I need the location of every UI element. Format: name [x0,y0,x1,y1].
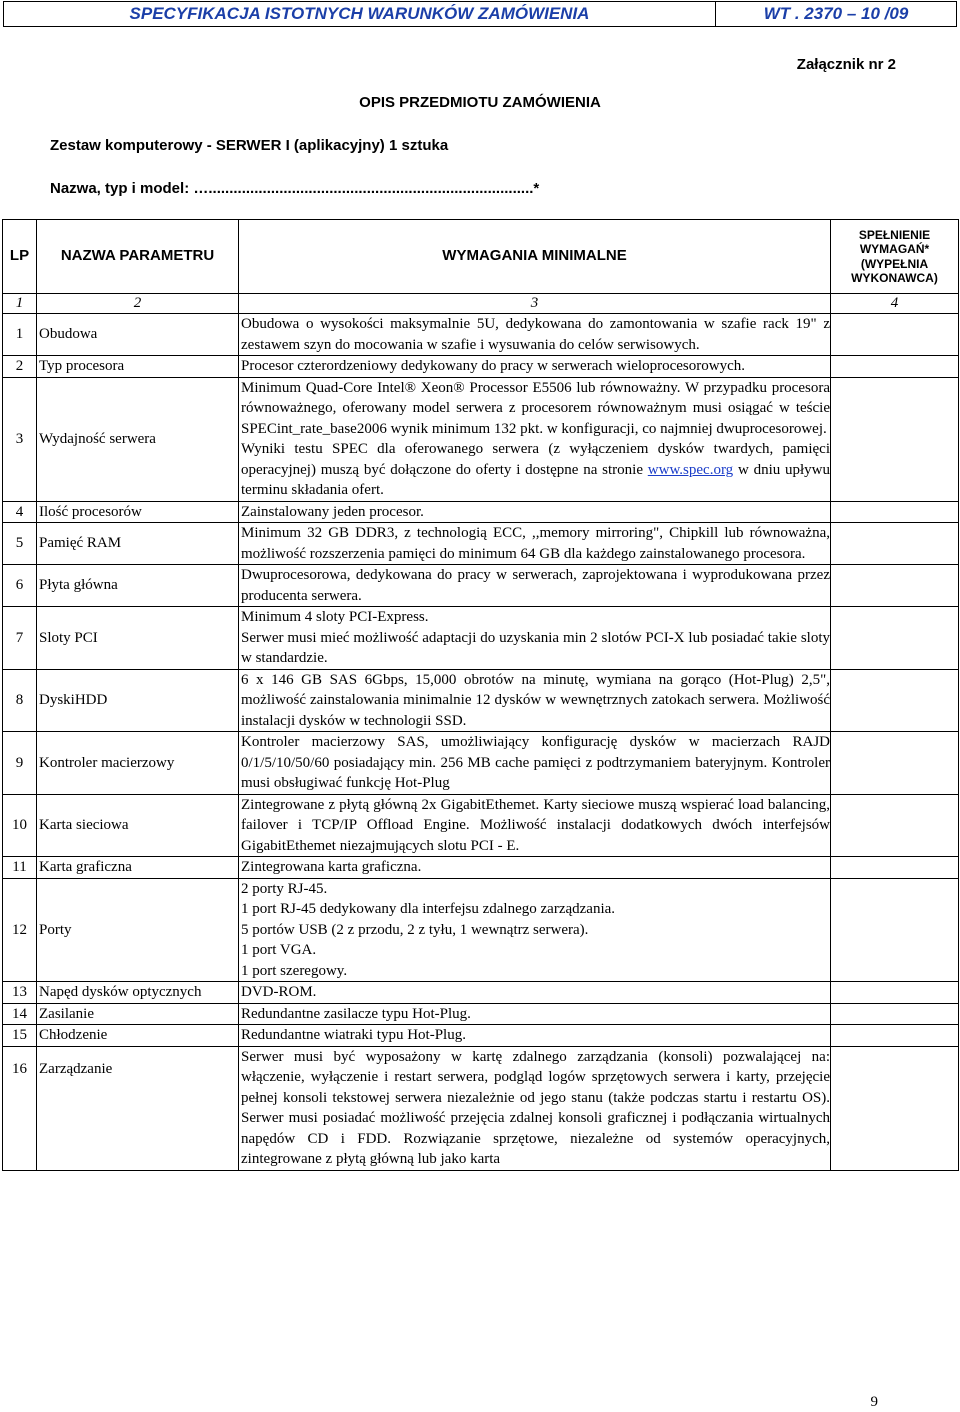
column-number-row [3,294,959,314]
fulfilment-cell [831,607,959,670]
table-header-row [3,220,959,294]
fulfilment-cell [831,1046,959,1170]
requirement-text: Zintegrowana karta graficzna. [239,857,831,879]
port-line: 2 porty RJ-45. [241,880,328,897]
parameter-name: Obudowa [37,314,239,356]
header-requirements: WYMAGANIA MINIMALNE [239,220,831,294]
table-row [3,1046,959,1170]
row-number: 14 [3,1003,37,1025]
column-number: 1 [3,294,37,314]
parameter-name: Wydajność serwera [37,377,239,501]
header-lp: LP [3,220,37,294]
page-title: OPIS PRZEDMIOTU ZAMÓWIENIA [359,94,601,111]
row-number: 2 [3,356,37,378]
requirement-text: Redundantne zasilacze typu Hot-Plug. [239,1003,831,1025]
requirement-text: DVD-ROM. [239,982,831,1004]
requirement-text: Serwer musi być wyposażony w kartę zdalnego zarządzania (konsoli) pozwalającej na: włączenie, wyłączenie i restart serwera, podgląd logów sprzętowych serwera i karty, przejęcie pełnej konsoli tekstowej serwera niezależnie od jego stanu (także podczas startu i restartu OS). Serwer musi posiadać możliwość przejęcia zdalnej konsoli graficznej i podłączania wirtualnych napędów CD i FDD. Rozwiązanie sprzętowe, niezależne od systemów operacyjnych, zintegrowane z płytą główną lub jako karta [239,1046,831,1170]
column-number: 4 [831,294,959,314]
row-number: 15 [3,1025,37,1047]
fulfilment-cell [831,1025,959,1047]
parameter-name: Sloty PCI [37,607,239,670]
parameter-name: Chłodzenie [37,1025,239,1047]
requirement-text: Minimum 32 GB DDR3, z technologią ECC, ,,memory mirroring", Chipkill lub równoważna, możliwość rozszerzenia pamięci do minimum 64 GB dla każdego zainstalowanego procesora. [239,523,831,565]
table-row [3,565,959,607]
fulfilment-cell [831,857,959,879]
requirement-paragraph: Minimum Quad-Core Intel® Xeon® Processor E5506 lub równoważny. W przypadku procesora równoważnego, oferowany model serwera z procesorem równoważnym musi osiągać w teście SPECint_rate_base2006 wynik minimum 132 pkt. w konfiguracji, co najmniej dwuprocesorowej. [241,379,830,437]
row-number: 9 [3,732,37,795]
requirements-table [2,219,959,1171]
requirement-text: Obudowa o wysokości maksymalnie 5U, dedykowana do zamontowania w szafie rack 19" z zestawem szyn do mocowania w szafie i wysuwania do celów serwisowych. [239,314,831,356]
attachment-label: Załącznik nr 2 [796,56,896,73]
fulfilment-cell [831,356,959,378]
row-number: 3 [3,377,37,501]
fulfilment-cell [831,377,959,501]
row-number: 11 [3,857,37,879]
table-row [3,314,959,356]
row-number: 6 [3,565,37,607]
parameter-name: Karta sieciowa [37,794,239,857]
page-number: 9 [870,1394,878,1410]
fulfilment-cell [831,669,959,732]
row-number: 10 [3,794,37,857]
table-row [3,982,959,1004]
parameter-name: Ilość procesorów [37,501,239,523]
parameter-name: Karta graficzna [37,857,239,879]
table-row [3,857,959,879]
row-number: 16 [3,1046,37,1170]
requirement-text: Procesor czterordzeniowy dedykowany do pracy w serwerach wieloprocesorowych. [239,356,831,378]
table-row [3,669,959,732]
table-row [3,1025,959,1047]
table-row [3,377,959,501]
requirement-paragraph: Minimum 4 sloty PCI-Express. [241,609,429,625]
header-fulfilment: SPEŁNIENIE WYMAGAŃ* (WYPEŁNIA WYKONAWCA) [831,220,959,294]
row-number: 12 [3,878,37,982]
table-row [3,732,959,795]
spec-link[interactable]: www.spec.org [647,461,734,478]
header-reference: WT . 2370 – 10 /09 [763,4,909,23]
set-title: Zestaw komputerowy - SERWER I (aplikacyjny) 1 sztuka [50,137,449,154]
fulfilment-cell [831,565,959,607]
parameter-name: Zarządzanie [37,1046,239,1170]
fulfilment-cell [831,794,959,857]
fulfilment-cell [831,523,959,565]
row-number: 1 [3,314,37,356]
parameter-name: Kontroler macierzowy [37,732,239,795]
parameter-name: Płyta główna [37,565,239,607]
requirement-text: Redundantne wiatraki typu Hot-Plug. [239,1025,831,1047]
table-row [3,794,959,857]
requirement-text [239,607,831,670]
table-row [3,356,959,378]
parameter-name: Pamięć RAM [37,523,239,565]
requirement-text-part: w dniu upływu terminu składania ofert. [241,461,831,498]
model-line: Nazwa, typ i model: …..............................................................................* [50,180,540,197]
row-number: 5 [3,523,37,565]
parameter-name: Zasilanie [37,1003,239,1025]
fulfilment-cell [831,501,959,523]
parameter-name: DyskiHDD [37,669,239,732]
fulfilment-cell [831,982,959,1004]
row-number: 13 [3,982,37,1004]
port-line: 1 port szeregowy. [241,962,348,979]
row-number: 8 [3,669,37,732]
requirement-text: Zintegrowane z płytą główną 2x GigabitEthemet. Karty sieciowe muszą wspierać load balancing, failover i TCP/IP Offload Engine. Możliwość instalacji dodatkowych dwóch interfejsów GigabitEthemet niezajmujących slotu PCI - E. [239,794,831,857]
parameter-name: Typ procesora [37,356,239,378]
fulfilment-cell [831,732,959,795]
requirement-text: Zainstalowany jeden procesor. [239,501,831,523]
fulfilment-cell [831,314,959,356]
requirement-text [239,377,831,501]
table-row [3,878,959,982]
table-row [3,1003,959,1025]
row-number: 7 [3,607,37,670]
requirement-text: Kontroler macierzowy SAS, umożliwiający konfigurację dysków w macierzach RAJD 0/1/5/10/50/60 posiadający min. 256 MB cache pamięci z podtrzymaniem bateryjnym. Kontroler musi obsługiwać funkcję Hot-Plug [239,732,831,795]
fulfilment-cell [831,1003,959,1025]
table-row [3,523,959,565]
column-number: 3 [239,294,831,314]
column-number: 2 [37,294,239,314]
document-header [3,1,957,27]
row-number: 4 [3,501,37,523]
requirement-text: 6 x 146 GB SAS 6Gbps, 15,000 obrotów na minutę, wymiana na gorąco (Hot-Plug) 2,5", możliwość zainstalowania minimalnie 12 dysków w wewnętrznych zatokach serwera. Możliwość instalacji dysków w technologii SSD. [239,669,831,732]
header-title: SPECYFIKACJA ISTOTNYCH WARUNKÓW ZAMÓWIENIA [4,2,716,26]
table-row [3,607,959,670]
header-name: NAZWA PARAMETRU [37,220,239,294]
requirement-paragraph: Serwer musi mieć możliwość adaptacji do uzyskania min 2 slotów PCI-X lub posiadać takie sloty w standardzie. [241,629,830,666]
table-row [3,501,959,523]
port-line: 1 port VGA. [241,942,317,958]
requirement-text [239,878,831,982]
requirement-paragraph [241,439,830,501]
parameter-name: Porty [37,878,239,982]
port-line: 1 port RJ-45 dedykowany dla interfejsu zdalnego zarządzania. [241,901,616,917]
requirement-text: Dwuprocesorowa, dedykowana do pracy w serwerach, zaprojektowana i wyprodukowana przez producenta serwera. [239,565,831,607]
requirement-text-part: Wyniki testu SPEC dla oferowanego serwera (z wyłączeniem dysków twardych, pamięci operacyjnej) muszą być dołączone do oferty i dostępne na stronie [241,441,830,478]
parameter-name: Napęd dysków optycznych [37,982,239,1004]
fulfilment-cell [831,878,959,982]
port-line: 5 portów USB (2 z przodu, 2 z tyłu, 1 wewnątrz serwera). [241,921,589,938]
